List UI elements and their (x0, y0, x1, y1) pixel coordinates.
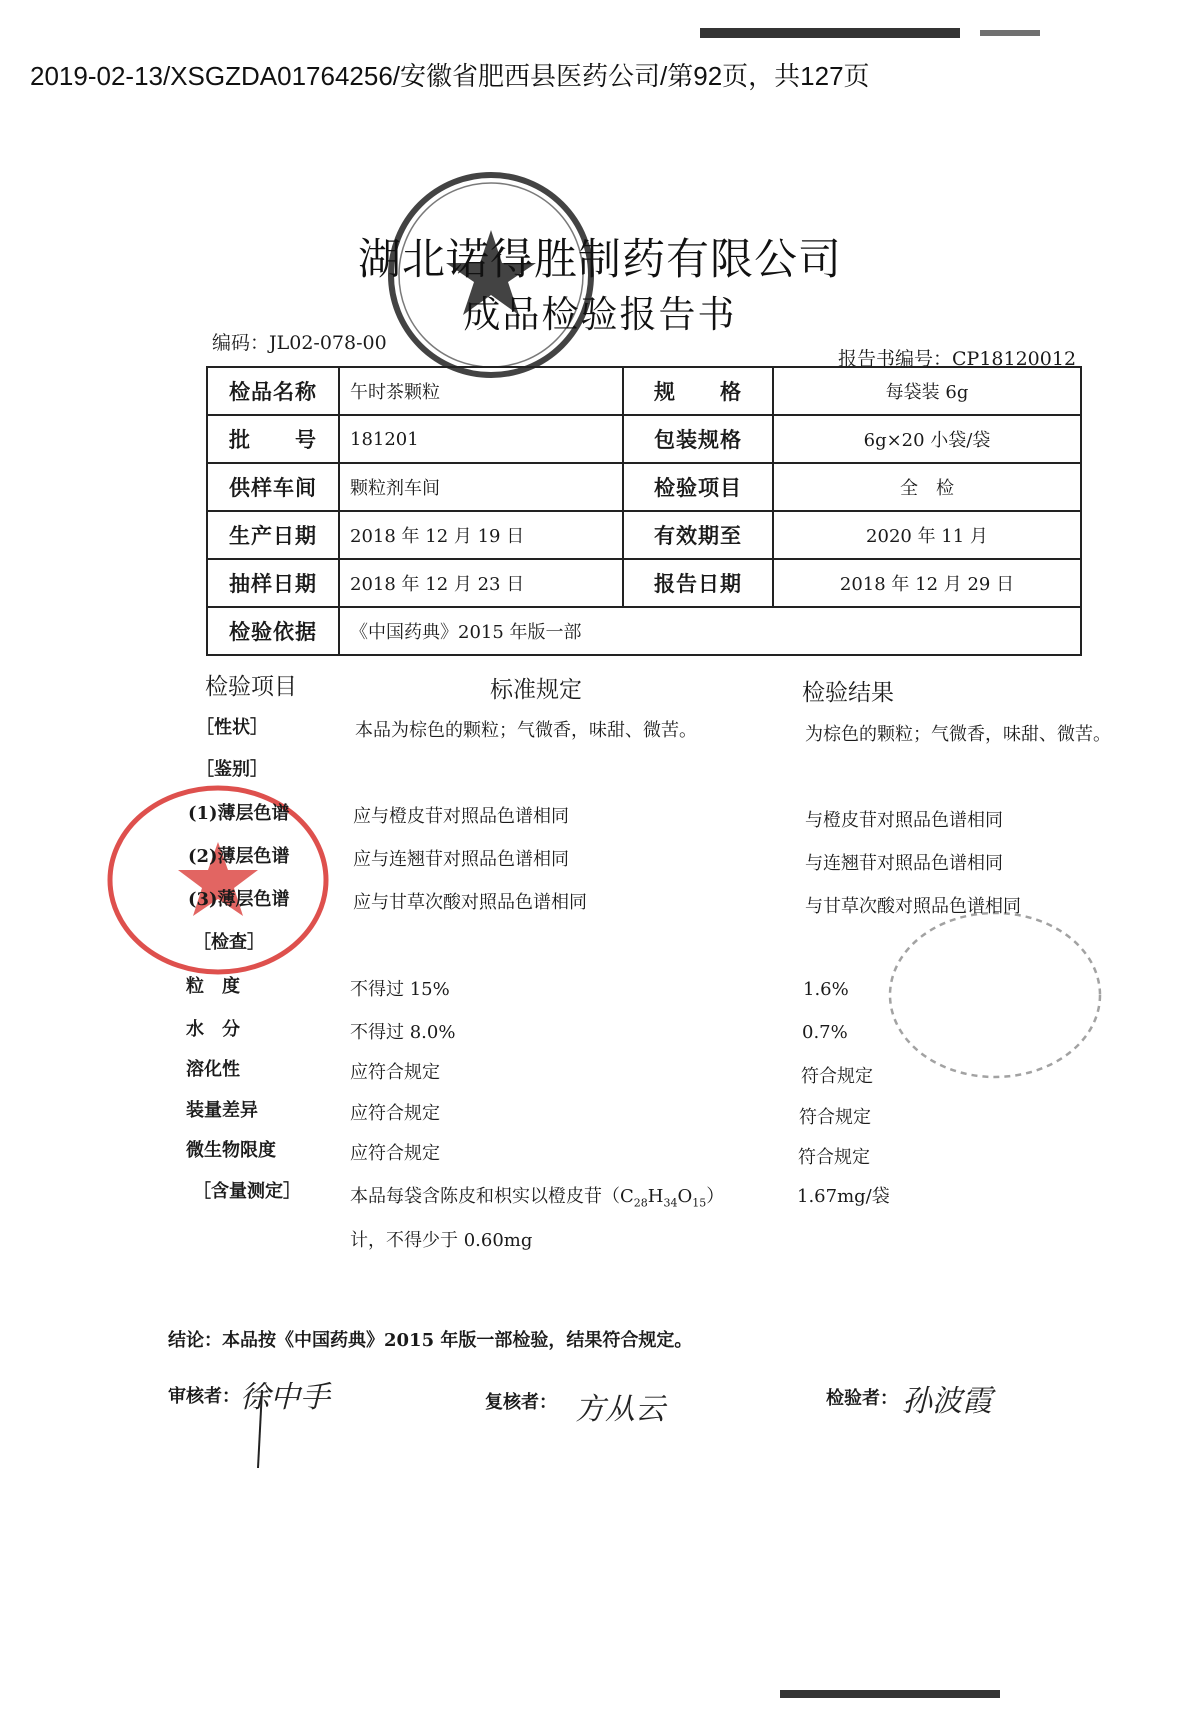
label-spec: 规 格 (623, 367, 773, 415)
value-sampling-date: 2018 年 12 月 23 日 (339, 559, 623, 607)
item-identification: ［鉴别］ (196, 759, 268, 780)
value-package: 6g×20 小袋/袋 (773, 415, 1081, 463)
label-product-name: 检品名称 (207, 367, 339, 415)
res-tlc-1: 与橙皮苷对照品色谱相同 (805, 810, 1003, 831)
table-row (207, 559, 1081, 607)
std-tlc-3: 应与甘草次酸对照品色谱相同 (353, 892, 587, 913)
std-granularity: 不得过 15% (350, 979, 450, 1000)
res-solubility: 符合规定 (801, 1066, 873, 1087)
value-spec: 每袋装 6g (773, 367, 1081, 415)
item-fill-variation: 装量差异 (186, 1100, 258, 1121)
res-fill-variation: 符合规定 (799, 1107, 871, 1128)
reviewer-signature-text: 徐中手 (240, 1380, 330, 1415)
std-assay-cont: 计，不得少于 0.60mg (350, 1230, 533, 1251)
value-batch: 181201 (339, 415, 623, 463)
item-tlc-2: (2)薄层色谱 (188, 846, 290, 867)
label-basis: 检验依据 (207, 607, 339, 655)
item-assay: ［含量测定］ (193, 1181, 301, 1202)
inspector-signature-text: 孙波霞 (902, 1384, 992, 1419)
label-report-date: 报告日期 (623, 559, 773, 607)
checker-signature (575, 1384, 665, 1428)
std-moisture: 不得过 8.0% (350, 1022, 456, 1043)
item-granularity: 粒 度 (186, 976, 240, 997)
table-row (207, 511, 1081, 559)
res-granularity: 1.6% (803, 979, 849, 1000)
conclusion: 结论：本品按《中国药典》2015 年版一部检验，结果符合规定。 (168, 1330, 693, 1351)
info-table (206, 366, 1082, 656)
table-row (207, 415, 1081, 463)
res-tlc-3: 与甘草次酸对照品色谱相同 (805, 896, 1021, 917)
company-name: 湖北诺得胜制药有限公司 (358, 235, 842, 285)
item-appearance: ［性状］ (196, 717, 268, 738)
form-code: 编码：JL02-078-00 (212, 332, 387, 354)
item-tlc-1: (1)薄层色谱 (188, 803, 290, 824)
std-microbial: 应符合规定 (350, 1143, 440, 1164)
value-expiry: 2020 年 11 月 (773, 511, 1081, 559)
label-sampling-date: 抽样日期 (207, 559, 339, 607)
col-head-item: 检验项目 (205, 674, 297, 700)
col-head-standard: 标准规定 (490, 677, 582, 703)
item-solubility: 溶化性 (186, 1059, 240, 1080)
document-title: 成品检验报告书 (463, 293, 737, 336)
checker-label: 复核者： (485, 1392, 557, 1413)
std-tlc-1: 应与橙皮苷对照品色谱相同 (353, 806, 569, 827)
label-package: 包装规格 (623, 415, 773, 463)
scan-noise-top-2 (980, 30, 1040, 36)
table-row (207, 463, 1081, 511)
label-test-scope: 检验项目 (623, 463, 773, 511)
value-basis: 《中国药典》2015 年版一部 (339, 607, 1081, 655)
value-report-date: 2018 年 12 月 29 日 (773, 559, 1081, 607)
value-product-name: 午时茶颗粒 (339, 367, 623, 415)
scan-noise-top (700, 28, 960, 38)
label-workshop: 供样车间 (207, 463, 339, 511)
value-workshop: 颗粒剂车间 (339, 463, 623, 511)
inspector-signature (902, 1376, 992, 1420)
reviewer-label: 审核者： (168, 1386, 240, 1407)
report-number: 报告书编号：CP18120012 (838, 348, 1077, 370)
res-appearance: 为棕色的颗粒；气微香，味甜、微苦。 (805, 724, 1111, 745)
label-production-date: 生产日期 (207, 511, 339, 559)
res-assay: 1.67mg/袋 (797, 1186, 890, 1207)
item-inspection: ［检查］ (193, 932, 265, 953)
reviewer-signature-stroke (250, 1390, 270, 1470)
faint-seal (880, 905, 1110, 1085)
label-expiry: 有效期至 (623, 511, 773, 559)
std-fill-variation: 应符合规定 (350, 1103, 440, 1124)
res-microbial: 符合规定 (798, 1147, 870, 1168)
std-tlc-2: 应与连翘苷对照品色谱相同 (353, 849, 569, 870)
value-production-date: 2018 年 12 月 19 日 (339, 511, 623, 559)
col-head-result: 检验结果 (802, 680, 894, 706)
scan-noise-bottom (780, 1690, 1000, 1698)
item-moisture: 水 分 (186, 1019, 240, 1040)
std-assay: 本品每袋含陈皮和枳实以橙皮苷$(C_{28}H_{34}O_{15})$ (350, 1186, 725, 1210)
item-tlc-3: (3)薄层色谱 (188, 889, 290, 910)
checker-signature-text: 方从云 (575, 1392, 665, 1427)
table-row (207, 607, 1081, 655)
table-row (207, 367, 1081, 415)
label-batch: 批 号 (207, 415, 339, 463)
header-line: 2019-02-13/XSGZDA01764256/安徽省肥西县医药公司/第92页，共127页 (30, 61, 870, 91)
item-microbial: 微生物限度 (186, 1140, 276, 1161)
res-tlc-2: 与连翘苷对照品色谱相同 (805, 853, 1003, 874)
value-test-scope: 全 检 (773, 463, 1081, 511)
std-appearance: 本品为棕色的颗粒；气微香，味甜、微苦。 (355, 720, 697, 741)
res-moisture: 0.7% (802, 1022, 848, 1043)
std-solubility: 应符合规定 (350, 1062, 440, 1083)
inspector-label: 检验者： (826, 1388, 898, 1409)
